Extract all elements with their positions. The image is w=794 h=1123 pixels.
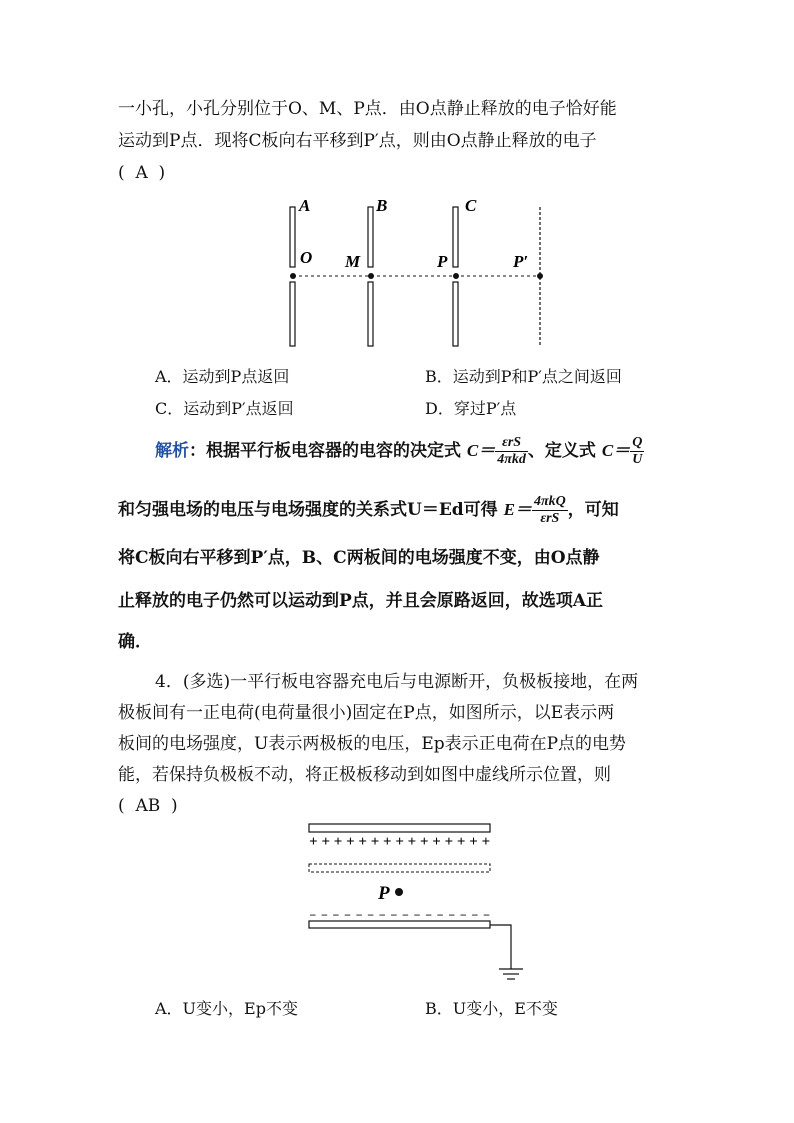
minus-signs: −−−−−−−−−−−−−−−−: [309, 908, 490, 922]
label-o: O: [300, 248, 313, 267]
label-m: M: [345, 252, 361, 271]
analysis-text-3: 和匀强电场的电压与电场强度的关系式U＝Ed可得: [118, 500, 498, 520]
formula-2-fraction: [630, 435, 644, 468]
q3-option-a: A．运动到P点返回: [155, 367, 290, 386]
q3-option-d: D．穿过P′点: [425, 399, 517, 418]
label-a: A: [299, 196, 311, 215]
analysis-text-2: 、定义式: [527, 441, 596, 461]
label-c: C: [465, 196, 477, 215]
formula-1-fraction: [495, 435, 528, 468]
q3-option-c: C．运动到P′点返回: [155, 399, 294, 418]
plate-b: [368, 207, 373, 346]
formula-2-lhs: C＝: [601, 441, 631, 460]
q4-stem-line-3: 板间的电场强度，U表示两极板的电压，Ep表示正电荷在P点的电势: [118, 734, 627, 754]
positive-plate: [309, 824, 490, 832]
analysis-line-3: 将C板向右平移到P′点，B、C两板间的电场强度不变，由O点静: [118, 548, 600, 568]
label-p: P: [437, 252, 448, 271]
analysis-line-1: [155, 435, 644, 468]
formula-3-num: 4πkQ: [533, 494, 566, 509]
q3-stem-line-2: 运动到P点．现将C板向右平移到P′点，则由O点静止释放的电子: [118, 131, 597, 151]
analysis-text-1: ：根据平行板电容器的电容的决定式: [189, 441, 461, 461]
label-point-p: P: [378, 883, 390, 904]
plate-a: [290, 207, 295, 346]
formula-3-den: εrS: [540, 511, 560, 526]
formula-3-lhs: E＝: [503, 500, 532, 519]
analysis-line-2: [118, 494, 619, 527]
analysis-line-5: 确．: [118, 632, 152, 652]
formula-2-num: Q: [632, 435, 643, 450]
point-o: [290, 273, 296, 279]
q3-answer: ( A ): [118, 163, 166, 183]
q4-answer: ( AB ): [118, 796, 178, 816]
label-b: B: [376, 196, 388, 215]
plate-c: [453, 207, 458, 346]
formula-2-den: U: [632, 452, 643, 467]
formula-3-fraction: [532, 494, 568, 527]
negative-plate: [309, 921, 490, 928]
q4-stem-line-1: 4．(多选)一平行板电容器充电后与电源断开，负极板接地，在两: [155, 672, 639, 692]
ground-wire: [490, 925, 511, 969]
q4-stem-line-4: 能，若保持负极板不动，将正极板移动到如图中虚线所示位置，则: [118, 765, 611, 785]
point-p: [453, 273, 459, 279]
point-m: [368, 273, 374, 279]
formula-1-lhs: C＝: [466, 441, 496, 460]
analysis-text-4: ，可知: [567, 500, 619, 520]
q3-stem-line-1: 一小孔，小孔分别位于O、M、P点．由O点静止释放的电子恰好能: [118, 99, 617, 119]
label-p-prime: P′: [513, 252, 529, 271]
formula-1-den: 4πkd: [497, 452, 526, 467]
analysis-label: 解析: [155, 441, 189, 461]
plus-signs: +++++++++++++++: [309, 834, 490, 850]
point-p-prime: [537, 273, 543, 279]
q3-option-b: B．运动到P和P′点之间返回: [425, 367, 622, 386]
q4-option-a: A．U变小，Ep不变: [155, 999, 298, 1018]
q4-stem-line-2: 极板间有一正电荷(电荷量很小)固定在P点，如图所示，以E表示两: [118, 703, 615, 723]
analysis-line-4: 止释放的电子仍然可以运动到P点，并且会原路返回，故选项A正: [118, 591, 603, 611]
q4-option-b: B．U变小，E不变: [425, 999, 558, 1018]
moved-plate-dashed: [309, 864, 490, 872]
formula-1-num: εrS: [495, 435, 528, 452]
point-p-dot: [395, 888, 403, 896]
